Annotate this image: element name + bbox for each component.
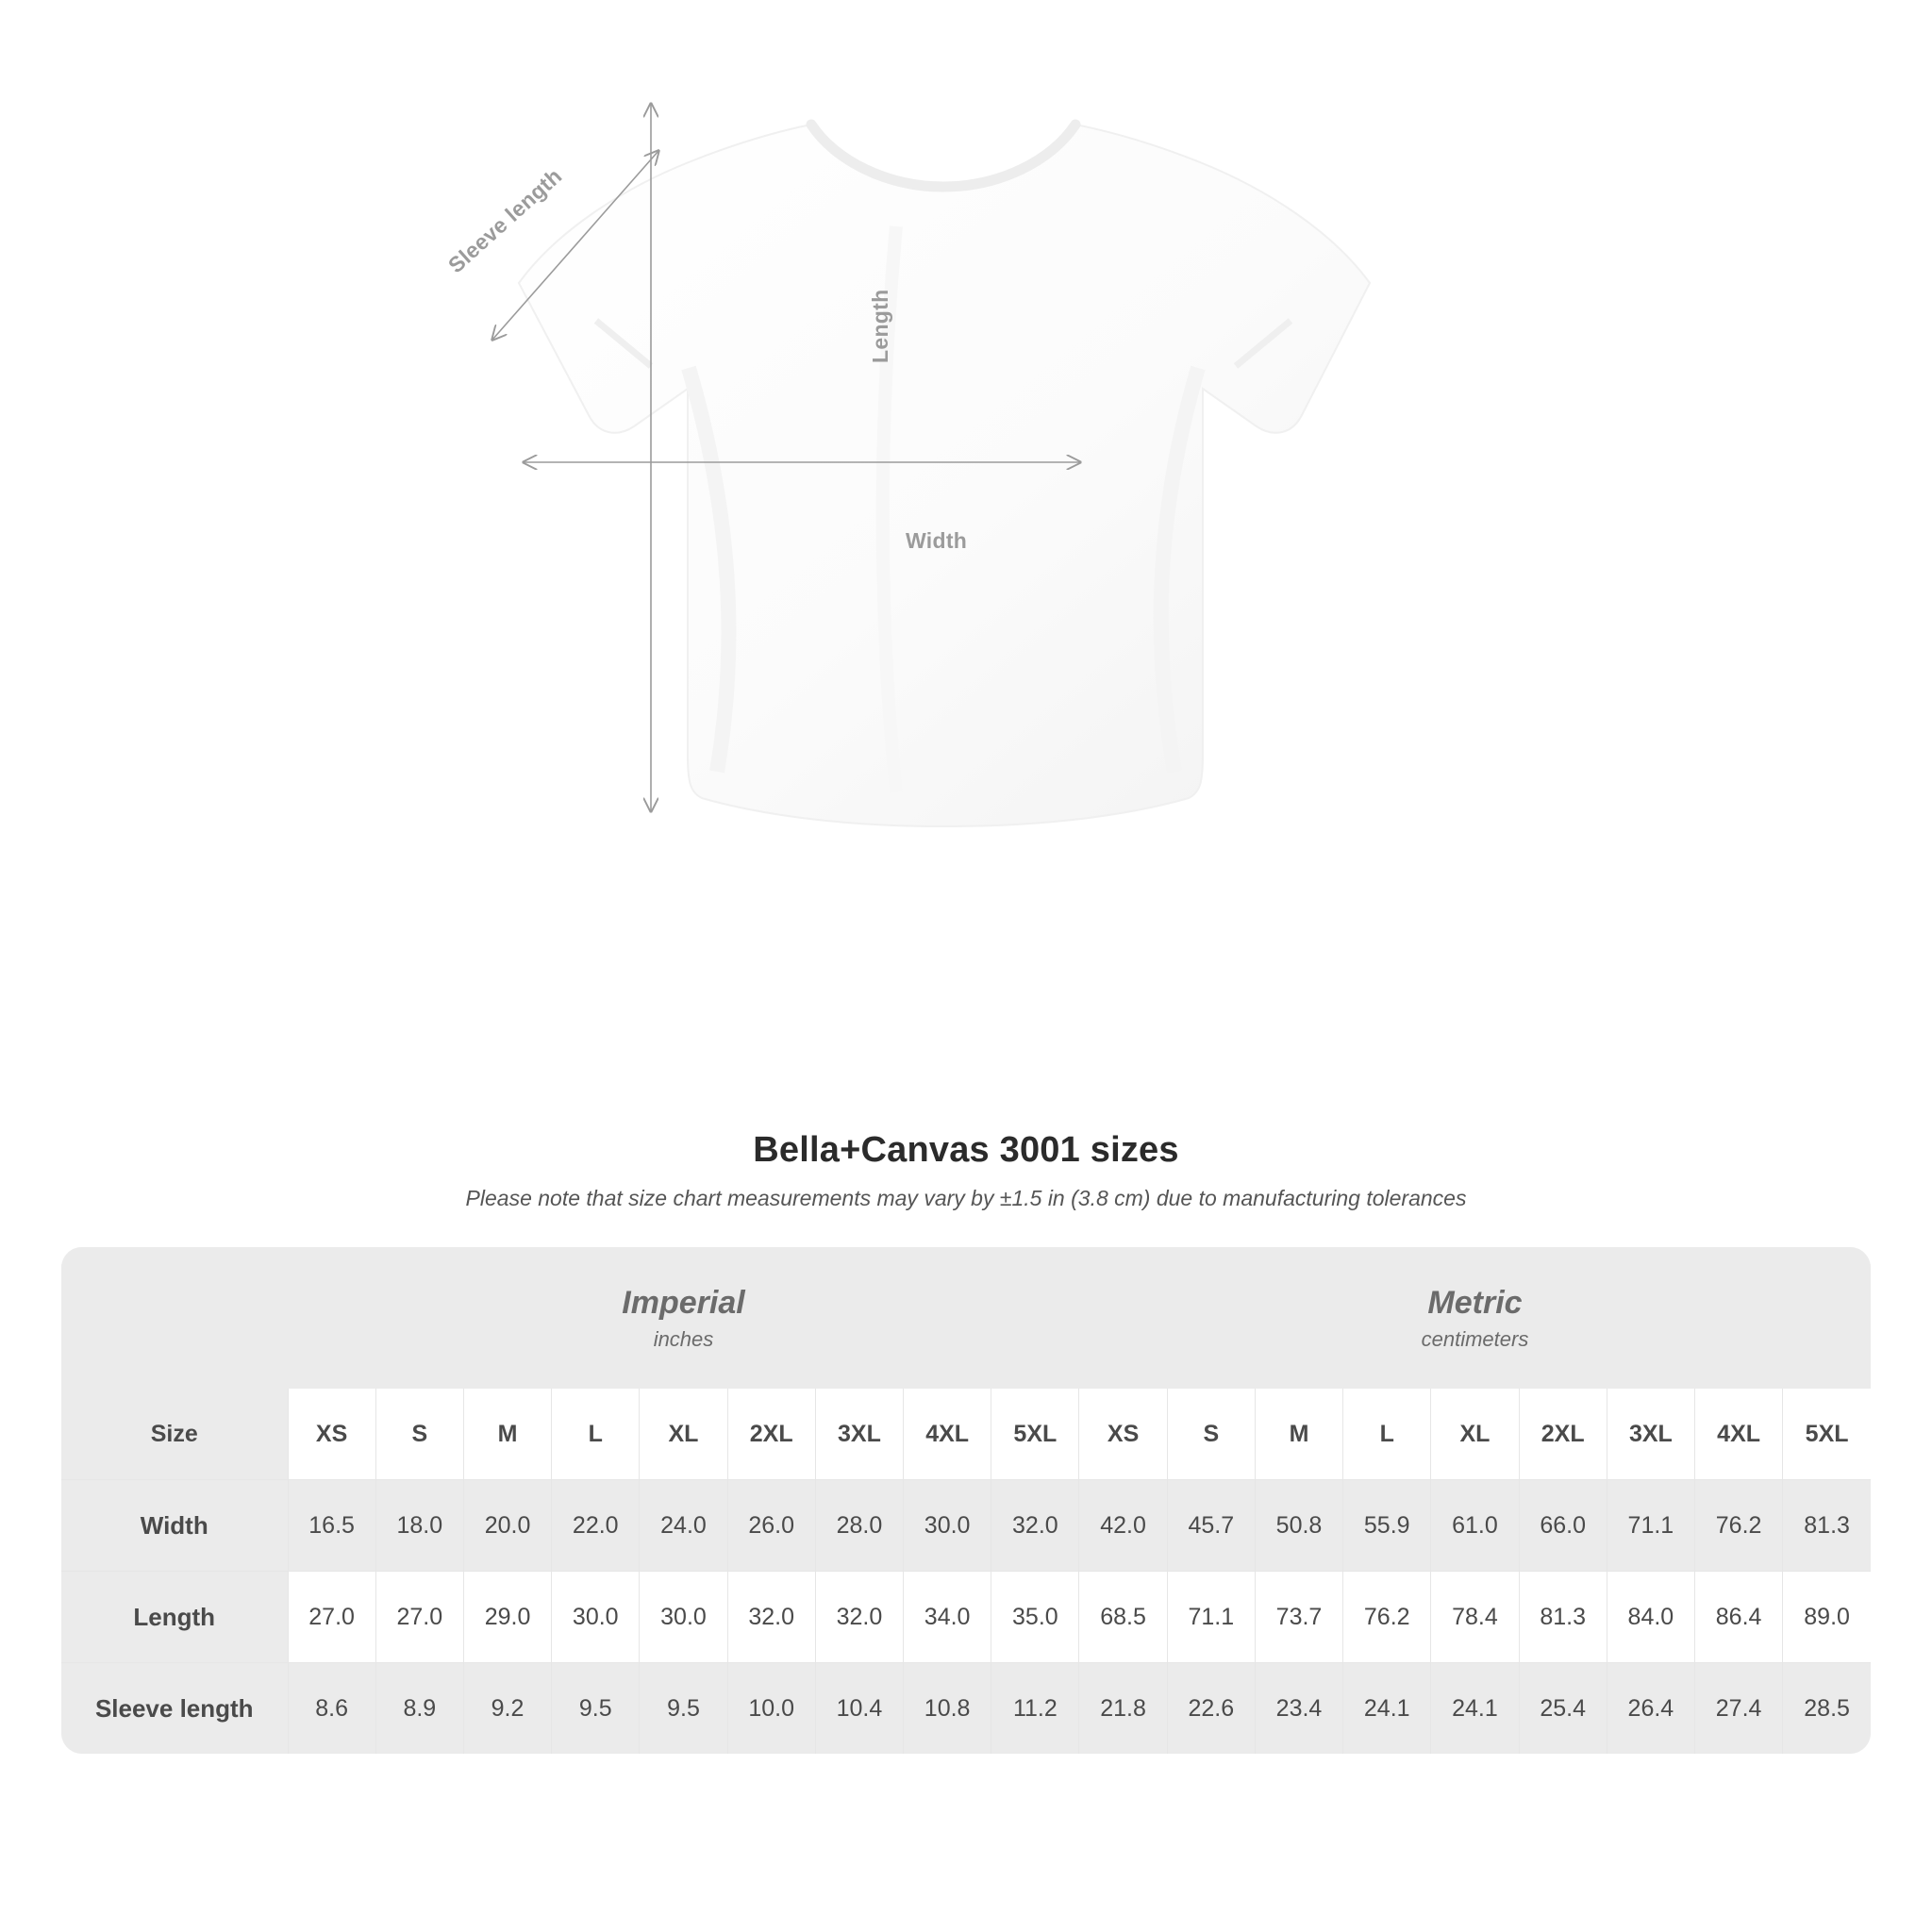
table-cell: 42.0 bbox=[1079, 1480, 1167, 1572]
table-cell: 23.4 bbox=[1255, 1663, 1342, 1755]
table-cell: 10.4 bbox=[815, 1663, 903, 1755]
size-header-row bbox=[61, 1389, 1871, 1480]
table-cell: 27.4 bbox=[1695, 1663, 1783, 1755]
size-header-cell: XS bbox=[288, 1389, 375, 1480]
table-cell: 81.3 bbox=[1519, 1572, 1607, 1663]
table-cell: 78.4 bbox=[1431, 1572, 1519, 1663]
unit-name-metric: Metric bbox=[1427, 1284, 1523, 1321]
table-cell: 84.0 bbox=[1607, 1572, 1694, 1663]
size-header-cell: 3XL bbox=[815, 1389, 903, 1480]
table-cell: 21.8 bbox=[1079, 1663, 1167, 1755]
tolerance-note: Please note that size chart measurements may vary by ±1.5 in (3.8 cm) due to manufacturing tolerances bbox=[465, 1186, 1467, 1210]
heading-block bbox=[0, 1130, 1932, 1211]
table-cell: 71.1 bbox=[1607, 1480, 1694, 1572]
table-cell: 8.9 bbox=[375, 1663, 463, 1755]
size-header-cell: M bbox=[463, 1389, 551, 1480]
table-row bbox=[61, 1663, 1871, 1755]
table-cell: 68.5 bbox=[1079, 1572, 1167, 1663]
table-cell: 16.5 bbox=[288, 1480, 375, 1572]
table-cell: 89.0 bbox=[1783, 1572, 1871, 1663]
table-cell: 25.4 bbox=[1519, 1663, 1607, 1755]
unit-header-imperial bbox=[288, 1247, 1079, 1389]
size-header-cell: S bbox=[1167, 1389, 1255, 1480]
table-cell: 9.2 bbox=[463, 1663, 551, 1755]
unit-header-metric bbox=[1079, 1247, 1871, 1389]
unit-header-row bbox=[61, 1247, 1871, 1389]
table-cell: 55.9 bbox=[1343, 1480, 1431, 1572]
table-cell: 86.4 bbox=[1695, 1572, 1783, 1663]
table-cell: 18.0 bbox=[375, 1480, 463, 1572]
size-header-cell: 4XL bbox=[1695, 1389, 1783, 1480]
size-header-cell: M bbox=[1255, 1389, 1342, 1480]
table-cell: 29.0 bbox=[463, 1572, 551, 1663]
table-cell: 71.1 bbox=[1167, 1572, 1255, 1663]
table-cell: 22.6 bbox=[1167, 1663, 1255, 1755]
table-cell: 61.0 bbox=[1431, 1480, 1519, 1572]
table-cell: 26.4 bbox=[1607, 1663, 1694, 1755]
table-cell: 27.0 bbox=[288, 1572, 375, 1663]
row-label: Length bbox=[61, 1572, 288, 1663]
table-cell: 10.0 bbox=[727, 1663, 815, 1755]
table-row bbox=[61, 1480, 1871, 1572]
table-cell: 10.8 bbox=[904, 1663, 991, 1755]
size-header-cell: L bbox=[552, 1389, 640, 1480]
size-header-label: Size bbox=[61, 1389, 288, 1480]
table-cell: 30.0 bbox=[552, 1572, 640, 1663]
row-label: Sleeve length bbox=[61, 1663, 288, 1755]
table-cell: 45.7 bbox=[1167, 1480, 1255, 1572]
table-cell: 24.1 bbox=[1343, 1663, 1431, 1755]
table-cell: 32.0 bbox=[727, 1572, 815, 1663]
size-header-cell: 3XL bbox=[1607, 1389, 1694, 1480]
table-cell: 30.0 bbox=[904, 1480, 991, 1572]
row-label: Width bbox=[61, 1480, 288, 1572]
table-cell: 32.0 bbox=[815, 1572, 903, 1663]
page-title: Bella+Canvas 3001 sizes bbox=[753, 1130, 1179, 1170]
table-cell: 24.1 bbox=[1431, 1663, 1519, 1755]
length-label: Length bbox=[868, 289, 892, 363]
size-header-cell: XL bbox=[1431, 1389, 1519, 1480]
size-header-cell: S bbox=[375, 1389, 463, 1480]
tshirt-icon bbox=[406, 66, 1528, 1047]
table-cell: 76.2 bbox=[1695, 1480, 1783, 1572]
size-header-cell: 4XL bbox=[904, 1389, 991, 1480]
table-cell: 32.0 bbox=[991, 1480, 1079, 1572]
table-cell: 27.0 bbox=[375, 1572, 463, 1663]
table-cell: 50.8 bbox=[1255, 1480, 1342, 1572]
table-cell: 34.0 bbox=[904, 1572, 991, 1663]
size-header-cell: 2XL bbox=[727, 1389, 815, 1480]
unit-sub-metric: centimeters bbox=[1421, 1327, 1529, 1352]
table-cell: 76.2 bbox=[1343, 1572, 1431, 1663]
table-cell: 73.7 bbox=[1255, 1572, 1342, 1663]
size-header-cell: XS bbox=[1079, 1389, 1167, 1480]
width-label: Width bbox=[906, 528, 968, 553]
size-table-container bbox=[61, 1247, 1871, 1754]
unit-sub-imperial: inches bbox=[653, 1327, 714, 1352]
table-cell: 8.6 bbox=[288, 1663, 375, 1755]
size-header-cell: L bbox=[1343, 1389, 1431, 1480]
table-cell: 22.0 bbox=[552, 1480, 640, 1572]
size-header-cell: 5XL bbox=[991, 1389, 1079, 1480]
table-cell: 81.3 bbox=[1783, 1480, 1871, 1572]
table-cell: 9.5 bbox=[552, 1663, 640, 1755]
table-cell: 66.0 bbox=[1519, 1480, 1607, 1572]
table-cell: 9.5 bbox=[640, 1663, 727, 1755]
unit-header-spacer bbox=[61, 1247, 288, 1389]
table-cell: 20.0 bbox=[463, 1480, 551, 1572]
size-header-cell: 2XL bbox=[1519, 1389, 1607, 1480]
size-header-cell: XL bbox=[640, 1389, 727, 1480]
table-cell: 35.0 bbox=[991, 1572, 1079, 1663]
sleeve-length-label: Sleeve length bbox=[443, 163, 567, 278]
table-cell: 28.5 bbox=[1783, 1663, 1871, 1755]
unit-name-imperial: Imperial bbox=[622, 1284, 745, 1321]
table-cell: 30.0 bbox=[640, 1572, 727, 1663]
size-table bbox=[61, 1247, 1871, 1754]
table-cell: 24.0 bbox=[640, 1480, 727, 1572]
table-cell: 26.0 bbox=[727, 1480, 815, 1572]
table-row bbox=[61, 1572, 1871, 1663]
table-cell: 28.0 bbox=[815, 1480, 903, 1572]
table-cell: 11.2 bbox=[991, 1663, 1079, 1755]
size-header-cell: 5XL bbox=[1783, 1389, 1871, 1480]
